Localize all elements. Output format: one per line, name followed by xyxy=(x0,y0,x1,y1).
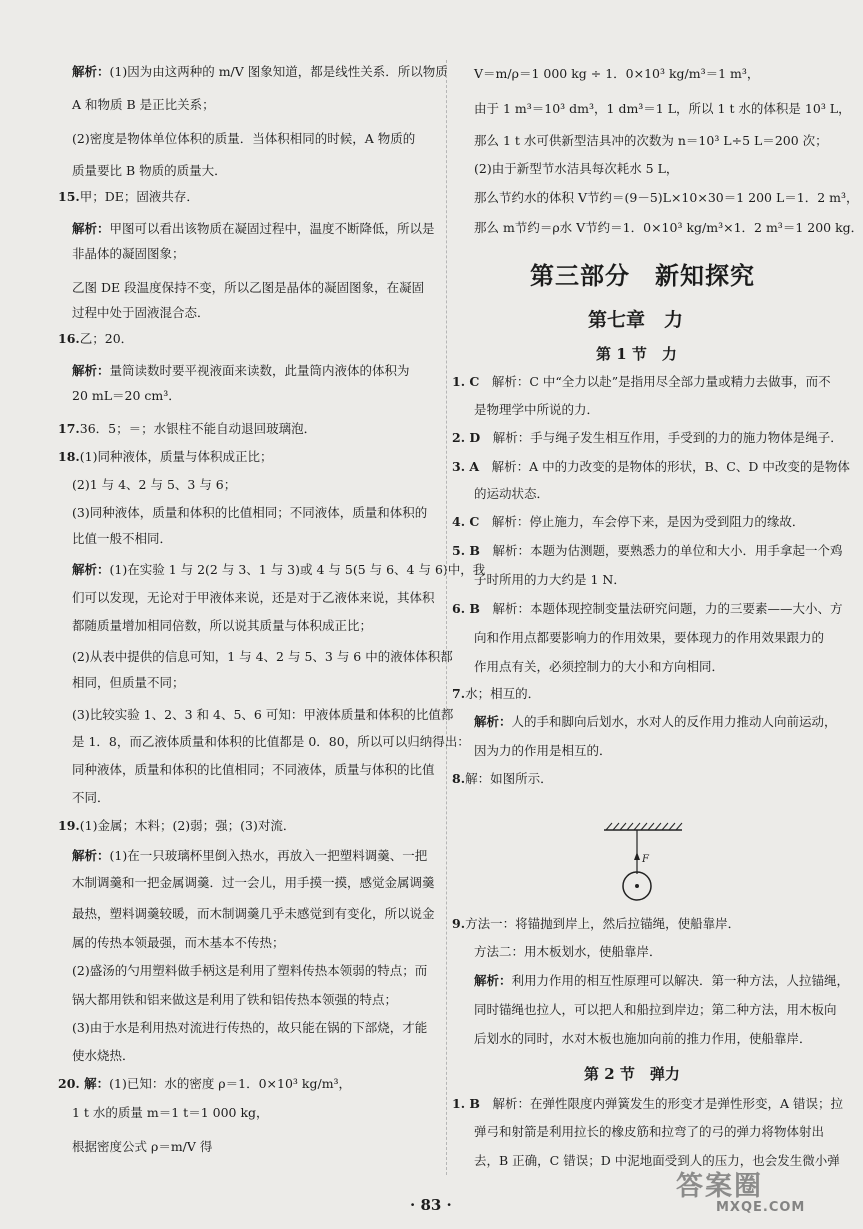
answer-line: 弹弓和射箭是利用拉长的橡皮筋和拉弯了的弓的弹力将物体射出 xyxy=(474,1124,825,1139)
answer-line: 的运动状态． xyxy=(474,486,550,501)
text-line: (3)由于水是利用热对流进行传热的，故只能在锅的下部烧，才能 xyxy=(72,1020,428,1035)
text-line: 解析：(1)在实验 1 与 2(2 与 3、1 与 3)或 4 与 5(5 与 6、4 与 6)中，我 xyxy=(72,562,486,577)
text-line: 比值一般不相同． xyxy=(72,531,173,546)
text-line: 解析：甲图可以看出该物质在凝固过程中，温度不断降低，所以是 xyxy=(72,221,435,236)
answer-line: 同时锚绳也拉人，可以把人和船拉到岸边；第二种方法，用木板向 xyxy=(474,1002,837,1017)
text-line: 20 mL＝20 cm³． xyxy=(72,388,181,403)
text-line: 质量要比 B 物质的质量大． xyxy=(72,163,227,178)
text-line: 最热，塑料调羹较暖，而木制调羹几乎未感觉到有变化，所以说金 xyxy=(72,906,435,921)
answer-line: 方法二：用木板划水，使船靠岸． xyxy=(474,944,662,959)
answer-line: 作用点有关，必须控制力的大小和方向相同． xyxy=(474,659,725,674)
text-line: (2)由于新型节水洁具每次耗水 5 L， xyxy=(474,161,679,176)
answer-line: 解析：人的手和脚向后划水，水对人的反作用力推动人向前运动， xyxy=(474,714,837,729)
text-line: (2)密度是物体单位体积的质量．当体积相同的时候，A 物质的 xyxy=(72,131,416,146)
hanging-ball-diagram xyxy=(598,822,688,908)
answer-line: 向和作用点都要影响力的作用效果，要体现力的作用效果跟力的 xyxy=(474,630,825,645)
force-label: F xyxy=(642,854,649,865)
text-line: 锅大都用铁和铝来做这是利用了铁和铝传热本领强的特点； xyxy=(72,992,398,1007)
text-line: 不同． xyxy=(72,790,110,805)
text-line: 是 1．8，而乙液体质量和体积的比值都是 0．80，所以可以归纳得出： xyxy=(72,734,470,749)
answer-line: 3. A 解析：A 中的力改变的是物体的形状，B、C、D 中改变的是物体 xyxy=(452,459,850,474)
answer-line: 9.方法一：将锚抛到岸上，然后拉锚绳，使船靠岸． xyxy=(452,916,741,931)
text-line: 们可以发现，无论对于甲液体来说，还是对于乙液体来说，其体积 xyxy=(72,590,435,605)
text-line: (2)盛汤的勺用塑料做手柄这是利用了塑料传热本领弱的特点；而 xyxy=(72,963,428,978)
answer-line: 5. B 解析：本题为估测题，要熟悉力的单位和大小．用手拿起一个鸡 xyxy=(452,543,843,558)
question-15: 15.甲；DE；固液共存． xyxy=(58,189,199,204)
ceiling-hatching xyxy=(606,823,682,830)
text-line: 过程中处于固液混合态． xyxy=(72,305,210,320)
text-line: 同种液体，质量和体积的比值相同；不同液体，质量与体积的比值 xyxy=(72,762,435,777)
text-line: 都随质量增加相同倍数，所以说其质量与体积成正比； xyxy=(72,618,373,633)
page-number: · 83 · xyxy=(410,1196,452,1214)
watermark-logo xyxy=(676,1164,805,1215)
text-line: 解析：(1)因为由这两种的 m/V 图象知道，都是线性关系．所以物质 xyxy=(72,64,448,79)
text-line: 那么 1 t 水可供新型洁具冲的次数为 n＝10³ L÷5 L＝200 次； xyxy=(474,133,828,148)
text-line: (2)从表中提供的信息可知，1 与 4、2 与 5、3 与 6 中的液体体积都 xyxy=(72,649,453,664)
answer-line: 子时所用的力大约是 1 N． xyxy=(474,572,626,587)
answer-line: 7.水；相互的． xyxy=(452,686,541,701)
ball-center-dot xyxy=(635,884,639,888)
text-line: 解析：(1)在一只玻璃杯里倒入热水，再放入一把塑料调羹、一把 xyxy=(72,848,428,863)
question-19: 19.(1)金属；木料；(2)弱；强；(3)对流． xyxy=(58,818,296,833)
answer-line: 解析：利用力作用的相互性原理可以解决．第一种方法，人拉锚绳， xyxy=(474,973,850,988)
answer-line: 1. C 解析：C 中“全力以赴”是指用尽全部力量或精力去做事，而不 xyxy=(452,374,831,389)
section-2-title: 第 2 节 弹力 xyxy=(584,1065,680,1083)
text-line: 那么 m节约＝ρ水 V节约＝1．0×10³ kg/m³×1．2 m³＝1 200 kg． xyxy=(474,220,863,235)
text-line: 使水烧热． xyxy=(72,1048,135,1063)
answer-line: 6. B 解析：本题体现控制变量法研究问题，力的三要素——大小、方 xyxy=(452,601,843,616)
watermark-brand: 答案圈 xyxy=(676,1171,763,1202)
formula-volume: V＝m/ρ＝1 000 kg ÷ 1．0×10³ kg/m³＝1 m³， xyxy=(474,66,760,81)
force-arrow-head xyxy=(634,852,640,860)
text-line: 木制调羹和一把金属调羹．过一会儿，用手摸一摸，感觉金属调羹 xyxy=(72,875,435,890)
text-line: 根据密度公式 ρ＝m/V 得 xyxy=(72,1139,213,1154)
text-line: 非晶体的凝固图象； xyxy=(72,246,185,261)
text-line: 1 t 水的质量 m＝1 t＝1 000 kg， xyxy=(72,1105,269,1120)
text-line: (3)同种液体，质量和体积的比值相同；不同液体，质量和体积的 xyxy=(72,505,428,520)
text-line: (3)比较实验 1、2、3 和 4、5、6 可知：甲液体质量和体积的比值都 xyxy=(72,707,454,722)
answer-line: 8.解：如图所示． xyxy=(452,771,553,786)
text-line: 相同，但质量不同； xyxy=(72,675,185,690)
watermark-site: MXQE.COM xyxy=(716,1200,806,1215)
question-20: 20. 解：(1)已知：水的密度 ρ＝1．0×10³ kg/m³， xyxy=(58,1076,352,1091)
section-1-title: 第 1 节 力 xyxy=(596,345,677,363)
answer-line: 是物理学中所说的力． xyxy=(474,402,600,417)
answer-line: 因为力的作用是相互的． xyxy=(474,743,612,758)
answer-line: 去，B 正确，C 错误；D 中泥地面受到人的压力，也会发生微小弹 xyxy=(474,1153,840,1168)
text-line: A 和物质 B 是正比关系； xyxy=(72,97,215,112)
text-line: 由于 1 m³＝10³ dm³，1 dm³＝1 L，所以 1 t 水的体积是 10³ L， xyxy=(474,101,851,116)
question-17: 17.36．5；＝；水银柱不能自动退回玻璃泡． xyxy=(58,421,317,436)
column-divider xyxy=(446,60,447,1175)
text-line: 乙图 DE 段温度保持不变，所以乙图是晶体的凝固图象，在凝固 xyxy=(72,280,425,295)
text-line: 属的传热本领最强，而木基本不传热； xyxy=(72,935,285,950)
answer-line: 2. D 解析：手与绳子发生相互作用，手受到的力的施力物体是绳子． xyxy=(452,430,843,445)
answer-line: 后划水的同时，水对木板也施加向前的推力作用，使船靠岸． xyxy=(474,1031,812,1046)
answer-line: 1. B 解析：在弹性限度内弹簧发生的形变才是弹性形变，A 错误；拉 xyxy=(452,1096,843,1111)
answer-line: 4. C 解析：停止施力，车会停下来，是因为受到阻力的缘故． xyxy=(452,514,805,529)
part-title: 第三部分 新知探究 xyxy=(530,261,755,290)
question-16: 16.乙；20． xyxy=(58,331,134,346)
question-18: 18.(1)同种液体，质量与体积成正比； xyxy=(58,449,273,464)
text-line: (2)1 与 4、2 与 5、3 与 6； xyxy=(72,477,237,492)
text-line: 解析：量筒读数时要平视液面来读数，此量筒内液体的体积为 xyxy=(72,363,410,378)
text-line: 那么节约水的体积 V节约＝(9－5)L×10×30＝1 200 L＝1．2 m³， xyxy=(474,190,859,205)
chapter-title: 第七章 力 xyxy=(588,309,684,331)
